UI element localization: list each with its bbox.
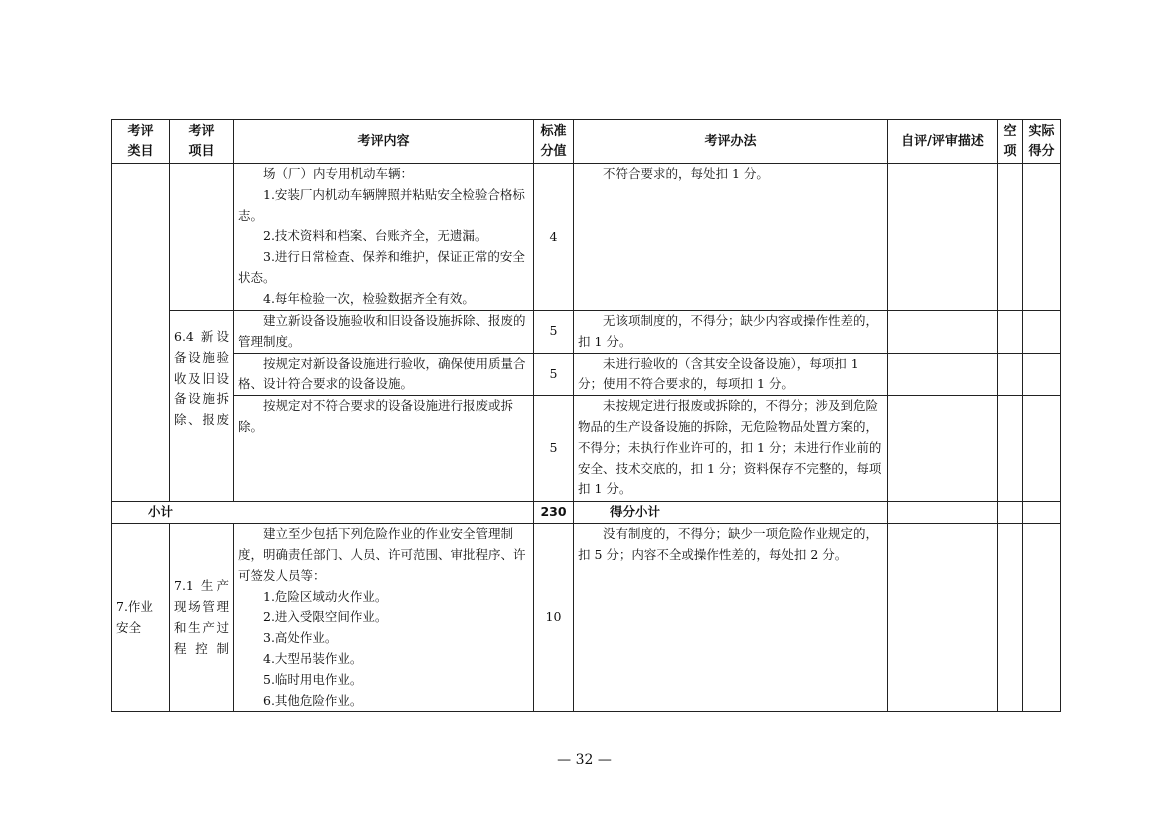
table-row (112, 353, 1061, 396)
self-eval-cell (888, 524, 998, 712)
subtotal-row (112, 502, 1061, 524)
header-blank: 空项 (998, 120, 1023, 164)
subtotal-label-text: 小计 (148, 504, 174, 520)
content-cell: 按规定对不符合要求的设备设施进行报废或拆除。 (234, 396, 534, 502)
content-line: 1.安装厂内机动车辆牌照并粘贴安全检验合格标志。 (238, 186, 525, 223)
blank-cell (998, 502, 1023, 524)
method-cell: 不符合要求的，每处扣 1 分。 (574, 164, 888, 311)
actual-cell (1023, 353, 1061, 396)
header-content: 考评内容 (234, 120, 534, 164)
content-intro: 建立至少包括下列危险作业的作业安全管理制度，明确责任部门、人员、许可范围、审批程序、许可签发人员等： (238, 526, 526, 583)
header-actual: 实际得分 (1023, 120, 1061, 164)
content-cell: 建立新设备设施验收和旧设备设施拆除、报废的管理制度。 (234, 311, 534, 354)
item-cell (170, 311, 234, 502)
header-item: 考评项目 (170, 120, 234, 164)
content-line: 6.其他危险作业。 (263, 692, 363, 708)
category-cell-empty (112, 164, 170, 502)
content-cell: 按规定对新设备设施进行验收，确保使用质量合格、设计符合要求的设备设施。 (234, 353, 534, 396)
content-cell (234, 164, 534, 311)
blank-cell (998, 311, 1023, 354)
subtotal-score: 230 (534, 502, 574, 524)
content-line: 3.进行日常检查、保养和维护，保证正常的安全状态。 (238, 249, 525, 285)
content-line: 2.进入受限空间作业。 (263, 609, 388, 625)
table-row (112, 164, 1061, 311)
header-score: 标准分值 (534, 120, 574, 164)
score-cell: 10 (534, 524, 574, 712)
actual-cell (1023, 524, 1061, 712)
method-cell: 没有制度的，不得分；缺少一项危险作业规定的，扣 5 分；内容不全或操作性差的，每处扣 2 分。 (574, 524, 888, 712)
blank-cell (998, 164, 1023, 311)
score-cell: 4 (534, 164, 574, 311)
content-line: 4.每年检验一次，检验数据齐全有效。 (263, 290, 475, 306)
content-cell (234, 524, 534, 712)
actual-cell (1023, 396, 1061, 502)
actual-cell (1023, 311, 1061, 354)
evaluation-table (111, 119, 1061, 712)
score-cell: 5 (534, 311, 574, 354)
table-row (112, 524, 1061, 712)
method-cell: 未进行验收的（含其安全设备设施），每项扣 1 分；使用不符合要求的，每项扣 1 分。 (574, 353, 888, 396)
blank-cell (998, 524, 1023, 712)
header-method: 考评办法 (574, 120, 888, 164)
category-cell: 7.作业安全 (112, 524, 170, 712)
content-line: 4.大型吊装作业。 (263, 650, 363, 666)
content-line: 5.临时用电作业。 (263, 671, 363, 687)
method-cell: 未按规定进行报废或拆除的，不得分；涉及到危险物品的生产设备设施的拆除，无危险物品处置方案的，不得分；未执行作业许可的，扣 1 分；未进行作业前的安全、技术交底的，扣 1 分；资料保存不完整的，每项扣 1 分。 (574, 396, 888, 502)
table-row (112, 311, 1061, 354)
header-self-eval: 自评/评审描述 (888, 120, 998, 164)
content-line: 2.技术资料和档案、台账齐全，无遗漏。 (263, 228, 488, 244)
self-eval-cell (888, 164, 998, 311)
subtotal-label (112, 502, 534, 524)
item-cell (170, 524, 234, 712)
self-eval-cell (888, 311, 998, 354)
self-eval-cell (888, 396, 998, 502)
content-line: 场（厂）内专用机动车辆： (263, 166, 414, 181)
blank-cell (998, 396, 1023, 502)
item-label: 6.4 新设备设施验收及旧设备设施拆除、报废 (174, 329, 229, 428)
actual-cell (1023, 502, 1061, 524)
score-cell: 5 (534, 353, 574, 396)
item-cell-empty (170, 164, 234, 311)
actual-cell (1023, 164, 1061, 311)
method-cell: 无该项制度的，不得分；缺少内容或操作性差的，扣 1 分。 (574, 311, 888, 354)
blank-cell (998, 353, 1023, 396)
score-cell: 5 (534, 396, 574, 502)
subtotal-method-text: 得分小计 (610, 504, 661, 520)
table-header-row (112, 120, 1061, 164)
item-label: 7.1 生产现场管理和生产过程控制 (174, 578, 229, 656)
content-line: 3.高处作业。 (263, 630, 338, 646)
page-number: — 32 — (557, 752, 612, 768)
table-row (112, 396, 1061, 502)
header-category: 考评类目 (112, 120, 170, 164)
subtotal-method-label (574, 502, 888, 524)
content-line: 1.危险区域动火作业。 (263, 588, 388, 604)
self-eval-cell (888, 353, 998, 396)
self-eval-cell (888, 502, 998, 524)
